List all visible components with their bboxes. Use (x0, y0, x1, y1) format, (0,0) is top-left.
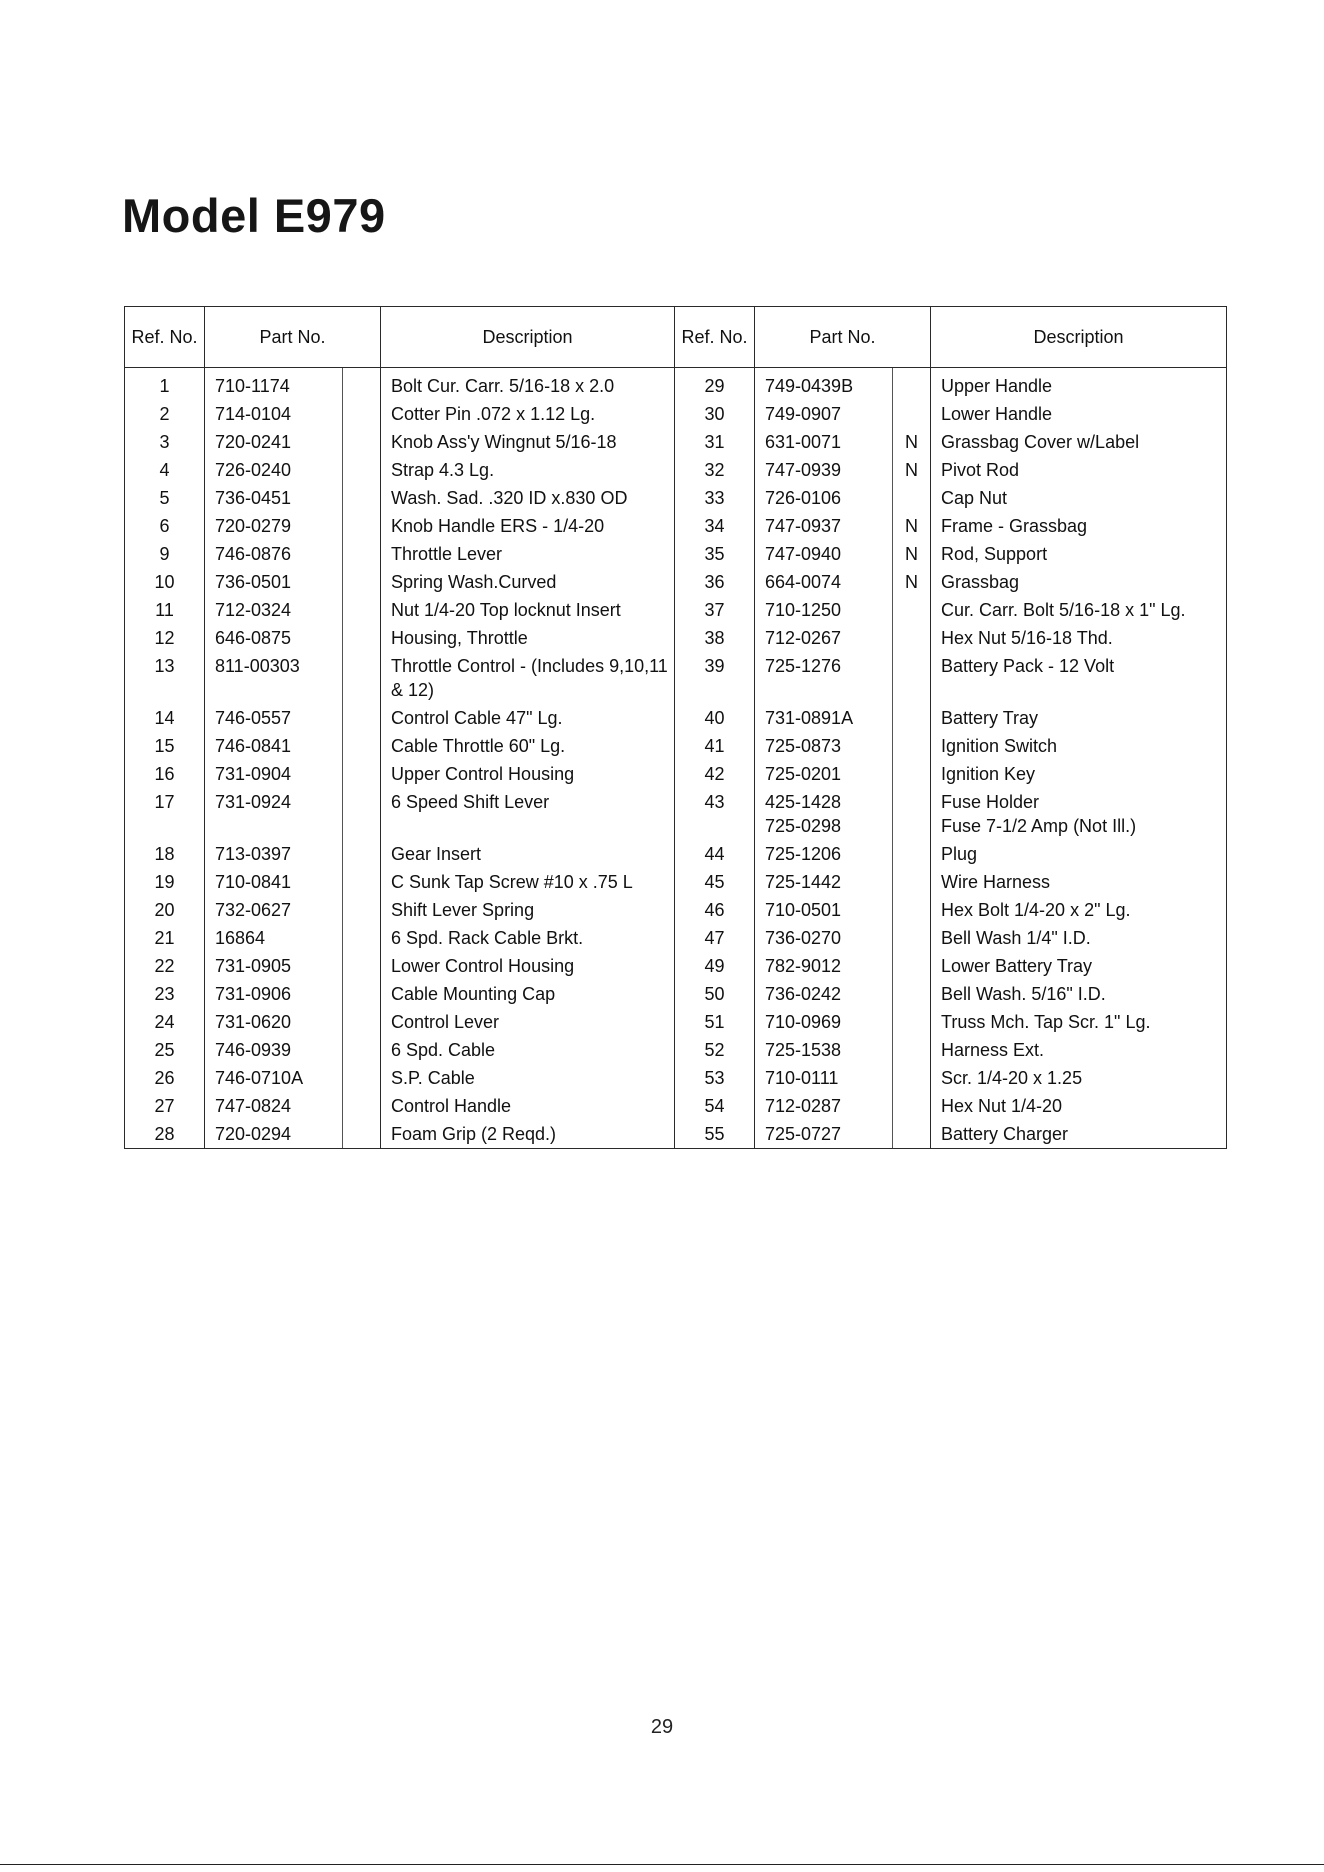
description-cell: 6 Spd. Rack Cable Brkt. (381, 924, 675, 952)
part-no-cell: 712-0324 (205, 596, 343, 624)
ref-no-cell: 46 (675, 896, 755, 924)
description-cell: Hex Bolt 1/4-20 x 2" Lg. (931, 896, 1227, 924)
part-no-header-right: Part No. (755, 307, 931, 368)
table-row (125, 456, 1227, 484)
page-title: Model E979 (122, 189, 386, 242)
part-no-cell: 725-1442 (755, 868, 893, 896)
table-row (125, 596, 1227, 624)
part-no-cell: 782-9012 (755, 952, 893, 980)
flag-cell (343, 868, 381, 896)
flag-cell (893, 624, 931, 652)
flag-cell (343, 456, 381, 484)
ref-no-cell: 43 (675, 788, 755, 840)
flag-cell (343, 1036, 381, 1064)
ref-no-cell: 42 (675, 760, 755, 788)
ref-no-cell: 17 (125, 788, 205, 840)
ref-no-cell: 30 (675, 400, 755, 428)
flag-cell: N (893, 428, 931, 456)
ref-no-cell: 55 (675, 1120, 755, 1149)
table-row (125, 1120, 1227, 1149)
description-cell: Control Handle (381, 1092, 675, 1120)
ref-no-cell: 21 (125, 924, 205, 952)
flag-cell (343, 368, 381, 401)
description-cell: Fuse Holder Fuse 7-1/2 Amp (Not Ill.) (931, 788, 1227, 840)
flag-cell (893, 704, 931, 732)
table-row (125, 1092, 1227, 1120)
part-no-cell: 731-0904 (205, 760, 343, 788)
ref-no-cell: 26 (125, 1064, 205, 1092)
description-cell: Knob Ass'y Wingnut 5/16-18 (381, 428, 675, 456)
part-no-cell: 720-0294 (205, 1120, 343, 1149)
ref-no-cell: 44 (675, 840, 755, 868)
ref-no-header-left: Ref. No. (125, 307, 205, 368)
description-cell: Scr. 1/4-20 x 1.25 (931, 1064, 1227, 1092)
flag-cell (343, 732, 381, 760)
table-row (125, 704, 1227, 732)
flag-cell (893, 788, 931, 840)
flag-cell (343, 568, 381, 596)
part-no-cell: 631-0071 (755, 428, 893, 456)
part-no-cell: 725-1276 (755, 652, 893, 704)
ref-no-cell: 45 (675, 868, 755, 896)
description-cell: Upper Control Housing (381, 760, 675, 788)
part-no-cell: 732-0627 (205, 896, 343, 924)
description-cell: Nut 1/4-20 Top locknut Insert (381, 596, 675, 624)
flag-cell (343, 400, 381, 428)
table-row (125, 760, 1227, 788)
part-no-cell: 746-0557 (205, 704, 343, 732)
part-no-cell: 731-0891A (755, 704, 893, 732)
description-cell: Throttle Lever (381, 540, 675, 568)
ref-no-cell: 39 (675, 652, 755, 704)
description-cell: Battery Tray (931, 704, 1227, 732)
ref-no-cell: 32 (675, 456, 755, 484)
description-cell: Ignition Switch (931, 732, 1227, 760)
part-no-cell: 811-00303 (205, 652, 343, 704)
ref-no-cell: 24 (125, 1008, 205, 1036)
description-cell: Grassbag Cover w/Label (931, 428, 1227, 456)
flag-cell: N (893, 540, 931, 568)
description-cell: Grassbag (931, 568, 1227, 596)
part-no-cell: 710-1174 (205, 368, 343, 401)
ref-no-cell: 34 (675, 512, 755, 540)
description-cell: Hex Nut 1/4-20 (931, 1092, 1227, 1120)
table-row (125, 368, 1227, 401)
flag-cell (343, 896, 381, 924)
table-row (125, 1036, 1227, 1064)
ref-no-cell: 19 (125, 868, 205, 896)
table-row (125, 428, 1227, 456)
parts-list-body (125, 368, 1227, 1149)
part-no-cell: 736-0451 (205, 484, 343, 512)
ref-no-header-right: Ref. No. (675, 307, 755, 368)
flag-cell (893, 952, 931, 980)
description-cell: Bell Wash. 5/16" I.D. (931, 980, 1227, 1008)
description-cell: Rod, Support (931, 540, 1227, 568)
description-cell: Lower Battery Tray (931, 952, 1227, 980)
description-cell: Lower Handle (931, 400, 1227, 428)
ref-no-cell: 31 (675, 428, 755, 456)
ref-no-cell: 12 (125, 624, 205, 652)
description-cell: Frame - Grassbag (931, 512, 1227, 540)
flag-cell (893, 484, 931, 512)
flag-cell (343, 1008, 381, 1036)
flag-cell (893, 652, 931, 704)
table-row (125, 652, 1227, 704)
ref-no-cell: 6 (125, 512, 205, 540)
table-row (125, 484, 1227, 512)
table-row (125, 896, 1227, 924)
description-cell: Wire Harness (931, 868, 1227, 896)
flag-cell (893, 1064, 931, 1092)
table-row (125, 540, 1227, 568)
part-no-cell: 720-0241 (205, 428, 343, 456)
table-row (125, 788, 1227, 840)
part-no-cell: 731-0924 (205, 788, 343, 840)
ref-no-cell: 22 (125, 952, 205, 980)
flag-cell (343, 596, 381, 624)
part-no-cell: 710-0841 (205, 868, 343, 896)
part-no-cell: 749-0907 (755, 400, 893, 428)
description-cell: Bolt Cur. Carr. 5/16-18 x 2.0 (381, 368, 675, 401)
table-header-row (125, 307, 1227, 368)
part-no-cell: 713-0397 (205, 840, 343, 868)
part-no-cell: 425-1428 725-0298 (755, 788, 893, 840)
description-header-left: Description (381, 307, 675, 368)
description-header-right: Description (931, 307, 1227, 368)
flag-cell (893, 732, 931, 760)
ref-no-cell: 54 (675, 1092, 755, 1120)
part-no-cell: 746-0876 (205, 540, 343, 568)
ref-no-cell: 49 (675, 952, 755, 980)
table-row (125, 732, 1227, 760)
table-row (125, 624, 1227, 652)
table-row (125, 840, 1227, 868)
ref-no-cell: 29 (675, 368, 755, 401)
description-cell: Foam Grip (2 Reqd.) (381, 1120, 675, 1149)
flag-cell (343, 952, 381, 980)
flag-cell (893, 924, 931, 952)
ref-no-cell: 25 (125, 1036, 205, 1064)
description-cell: Cable Throttle 60" Lg. (381, 732, 675, 760)
flag-cell (343, 540, 381, 568)
description-cell: Hex Nut 5/16-18 Thd. (931, 624, 1227, 652)
part-no-cell: 747-0940 (755, 540, 893, 568)
description-cell: Spring Wash.Curved (381, 568, 675, 596)
description-cell: Battery Charger (931, 1120, 1227, 1149)
part-no-cell: 747-0937 (755, 512, 893, 540)
part-no-cell: 736-0501 (205, 568, 343, 596)
ref-no-cell: 27 (125, 1092, 205, 1120)
ref-no-cell: 35 (675, 540, 755, 568)
part-no-cell: 16864 (205, 924, 343, 952)
part-no-cell: 731-0905 (205, 952, 343, 980)
ref-no-cell: 15 (125, 732, 205, 760)
part-no-header-left: Part No. (205, 307, 381, 368)
ref-no-cell: 20 (125, 896, 205, 924)
ref-no-cell: 36 (675, 568, 755, 596)
part-no-cell: 712-0267 (755, 624, 893, 652)
flag-cell (343, 924, 381, 952)
ref-no-cell: 9 (125, 540, 205, 568)
ref-no-cell: 51 (675, 1008, 755, 1036)
ref-no-cell: 38 (675, 624, 755, 652)
description-cell: S.P. Cable (381, 1064, 675, 1092)
table-row (125, 400, 1227, 428)
flag-cell (893, 1036, 931, 1064)
part-no-cell: 720-0279 (205, 512, 343, 540)
table-row (125, 1064, 1227, 1092)
flag-cell (893, 896, 931, 924)
description-cell: Pivot Rod (931, 456, 1227, 484)
flag-cell (343, 1064, 381, 1092)
part-no-cell: 736-0242 (755, 980, 893, 1008)
description-cell: Harness Ext. (931, 1036, 1227, 1064)
description-cell: 6 Spd. Cable (381, 1036, 675, 1064)
flag-cell (343, 840, 381, 868)
ref-no-cell: 2 (125, 400, 205, 428)
flag-cell (893, 368, 931, 401)
part-no-cell: 710-0969 (755, 1008, 893, 1036)
description-cell: Truss Mch. Tap Scr. 1" Lg. (931, 1008, 1227, 1036)
flag-cell (343, 512, 381, 540)
page-number: 29 (650, 1716, 674, 1738)
description-cell: Lower Control Housing (381, 952, 675, 980)
description-cell: Housing, Throttle (381, 624, 675, 652)
part-no-cell: 710-0111 (755, 1064, 893, 1092)
flag-cell: N (893, 568, 931, 596)
description-cell: Strap 4.3 Lg. (381, 456, 675, 484)
description-cell: Battery Pack - 12 Volt (931, 652, 1227, 704)
ref-no-cell: 47 (675, 924, 755, 952)
flag-cell (893, 840, 931, 868)
part-no-cell: 725-0201 (755, 760, 893, 788)
flag-cell (343, 1092, 381, 1120)
part-no-cell: 710-1250 (755, 596, 893, 624)
ref-no-cell: 5 (125, 484, 205, 512)
description-cell: Gear Insert (381, 840, 675, 868)
flag-cell (343, 1120, 381, 1149)
flag-cell: N (893, 512, 931, 540)
table-row (125, 868, 1227, 896)
table-row (125, 952, 1227, 980)
part-no-cell: 746-0939 (205, 1036, 343, 1064)
table-row (125, 924, 1227, 952)
part-no-cell: 736-0270 (755, 924, 893, 952)
ref-no-cell: 53 (675, 1064, 755, 1092)
description-cell: Ignition Key (931, 760, 1227, 788)
description-cell: Wash. Sad. .320 ID x.830 OD (381, 484, 675, 512)
flag-cell: N (893, 456, 931, 484)
flag-cell (893, 1008, 931, 1036)
description-cell: Cable Mounting Cap (381, 980, 675, 1008)
description-cell: Knob Handle ERS - 1/4-20 (381, 512, 675, 540)
flag-cell (893, 980, 931, 1008)
part-no-cell: 747-0939 (755, 456, 893, 484)
description-cell: Shift Lever Spring (381, 896, 675, 924)
table-row (125, 1008, 1227, 1036)
part-no-cell: 712-0287 (755, 1092, 893, 1120)
flag-cell (893, 596, 931, 624)
part-no-cell: 646-0875 (205, 624, 343, 652)
flag-cell (343, 624, 381, 652)
bottom-rule (0, 1864, 1324, 1865)
ref-no-cell: 1 (125, 368, 205, 401)
table-row (125, 980, 1227, 1008)
ref-no-cell: 4 (125, 456, 205, 484)
ref-no-cell: 28 (125, 1120, 205, 1149)
flag-cell (343, 704, 381, 732)
flag-cell (343, 428, 381, 456)
flag-cell (893, 1120, 931, 1149)
flag-cell (893, 868, 931, 896)
part-no-cell: 749-0439B (755, 368, 893, 401)
flag-cell (893, 760, 931, 788)
flag-cell (343, 980, 381, 1008)
ref-no-cell: 41 (675, 732, 755, 760)
description-cell: Control Cable 47" Lg. (381, 704, 675, 732)
flag-cell (343, 652, 381, 704)
ref-no-cell: 13 (125, 652, 205, 704)
part-no-cell: 725-0727 (755, 1120, 893, 1149)
description-cell: Bell Wash 1/4" I.D. (931, 924, 1227, 952)
ref-no-cell: 37 (675, 596, 755, 624)
part-no-cell: 731-0620 (205, 1008, 343, 1036)
part-no-cell: 747-0824 (205, 1092, 343, 1120)
ref-no-cell: 3 (125, 428, 205, 456)
ref-no-cell: 11 (125, 596, 205, 624)
description-cell: Cotter Pin .072 x 1.12 Lg. (381, 400, 675, 428)
description-cell: Cur. Carr. Bolt 5/16-18 x 1" Lg. (931, 596, 1227, 624)
description-cell: C Sunk Tap Screw #10 x .75 L (381, 868, 675, 896)
part-no-cell: 731-0906 (205, 980, 343, 1008)
flag-cell (343, 484, 381, 512)
description-cell: Upper Handle (931, 368, 1227, 401)
description-cell: Throttle Control - (Includes 9,10,11 & 12) (381, 652, 675, 704)
ref-no-cell: 23 (125, 980, 205, 1008)
parts-list-table (124, 306, 1227, 1149)
description-cell: Plug (931, 840, 1227, 868)
ref-no-cell: 14 (125, 704, 205, 732)
part-no-cell: 664-0074 (755, 568, 893, 596)
flag-cell (343, 760, 381, 788)
ref-no-cell: 18 (125, 840, 205, 868)
description-cell: Control Lever (381, 1008, 675, 1036)
part-no-cell: 726-0106 (755, 484, 893, 512)
table-row (125, 568, 1227, 596)
part-no-cell: 725-1206 (755, 840, 893, 868)
ref-no-cell: 10 (125, 568, 205, 596)
flag-cell (893, 400, 931, 428)
part-no-cell: 726-0240 (205, 456, 343, 484)
ref-no-cell: 50 (675, 980, 755, 1008)
part-no-cell: 714-0104 (205, 400, 343, 428)
table-row (125, 512, 1227, 540)
description-cell: Cap Nut (931, 484, 1227, 512)
ref-no-cell: 33 (675, 484, 755, 512)
part-no-cell: 725-0873 (755, 732, 893, 760)
ref-no-cell: 40 (675, 704, 755, 732)
part-no-cell: 725-1538 (755, 1036, 893, 1064)
ref-no-cell: 52 (675, 1036, 755, 1064)
description-cell: 6 Speed Shift Lever (381, 788, 675, 840)
part-no-cell: 746-0710A (205, 1064, 343, 1092)
flag-cell (343, 788, 381, 840)
part-no-cell: 710-0501 (755, 896, 893, 924)
part-no-cell: 746-0841 (205, 732, 343, 760)
flag-cell (893, 1092, 931, 1120)
ref-no-cell: 16 (125, 760, 205, 788)
